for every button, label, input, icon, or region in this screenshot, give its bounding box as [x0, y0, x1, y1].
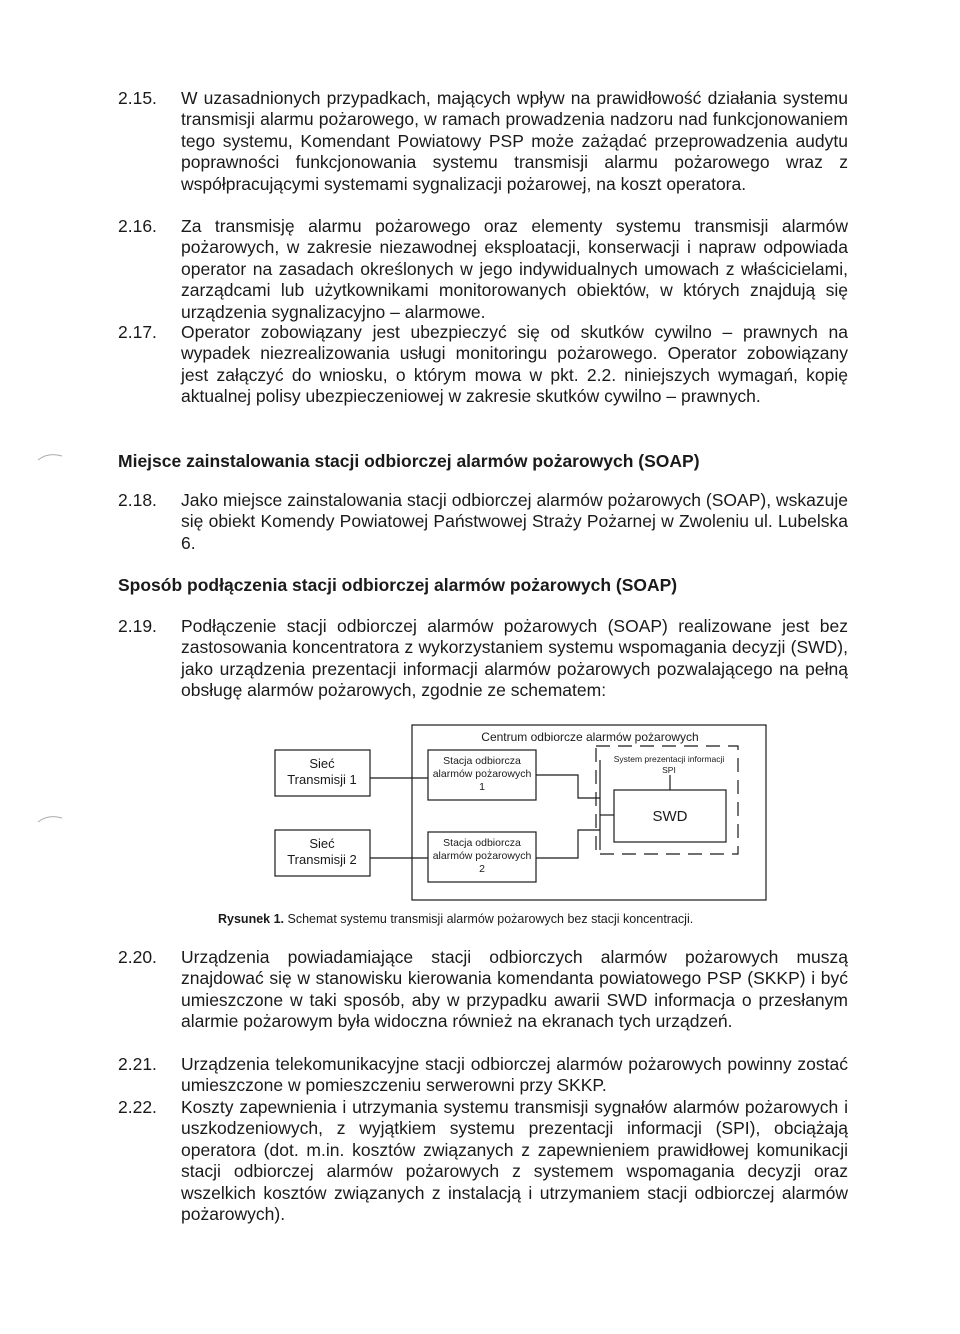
swd-label: SWD — [652, 808, 688, 825]
caption-label: Rysunek 1. — [218, 912, 285, 926]
section-text: Za transmisję alarmu pożarowego oraz elementy systemu transmisji alarmów pożarowych, w zakresie niezawodnej eksploatacji, konserwacji i napraw odpowiada operator na zasadach określonych w jego indywidualnych umowach z właścicielami, zarządcami lub użytkownikami monitorowanych obiektów, w których znajdują się urządzenia sygnalizacyjno – alarmowe. — [181, 216, 848, 322]
section-number: 2.21. — [118, 1054, 157, 1074]
connector-line — [536, 775, 600, 798]
caption-text: Schemat systemu transmisji alarmów pożarowych bez stacji koncentracji. — [287, 912, 694, 926]
section-number: 2.19. — [118, 616, 157, 636]
connector-line — [536, 830, 600, 858]
section-number: 2.16. — [118, 216, 157, 236]
section-2-20 — [118, 947, 848, 1033]
figure-caption — [218, 912, 693, 926]
section-2-22 — [118, 1097, 848, 1225]
section-2-21 — [118, 1054, 848, 1097]
network-2-label: Transmisji 2 — [287, 852, 357, 867]
station-1-label: alarmów pożarowych — [432, 768, 532, 780]
heading-location: Miejsce zainstalowania stacji odbiorczej alarmów pożarowych (SOAP) — [118, 451, 700, 471]
network-1-label: Transmisji 1 — [287, 772, 357, 787]
section-number: 2.17. — [118, 322, 157, 342]
station-2-label: alarmów pożarowych — [432, 850, 532, 862]
section-text: Koszty zapewnienia i utrzymania systemu transmisji sygnałów alarmów pożarowych i uszkodzeniowych, z wyjątkiem systemu prezentacji informacji (SPI), obciążają operatora (dot. m.in. kosztów związanych z zapewnieniem prawidłowej komunikacji stacji odbiorczej alarmów pożarowych z systemem wspomagania decyzji oraz wszelkich kosztów związanych z instalacją i utrzymaniem stacji odbiorczej alarmów pożarowych). — [181, 1097, 848, 1225]
centre-box — [412, 725, 766, 900]
section-text: W uzasadnionych przypadkach, mających wpływ na prawidłowość działania systemu transmisji alarmu pożarowego, w ramach prowadzenia nadzoru nad funkcjonowaniem tego systemu, Komendant Powiatowy PSP może zażądać przeprowadzenia audytu poprawności funkcjonowania systemu transmisji alarmu pożarowego wraz z współpracującymi systemami sygnalizacji pożarowej, na koszt operatora. — [181, 88, 848, 194]
centre-title: Centrum odbiorcze alarmów pożarowych — [481, 730, 699, 744]
section-text: Urządzenia powiadamiające stacji odbiorczych alarmów pożarowych muszą znajdować się w stanowisku kierowania komendanta powiatowego PSP (SKKP) i być umieszczone w taki sposób, aby w przypadku awarii SWD informacja o przesłanym alarmie pożarowym była widoczna również na ekranach tych urządzeń. — [181, 947, 848, 1032]
section-number: 2.20. — [118, 947, 157, 967]
spi-label: System prezentacji informacji — [613, 754, 725, 764]
section-text: Podłączenie stacji odbiorczej alarmów pożarowych (SOAP) realizowane jest bez zastosowania koncentratora z wykorzystaniem systemu wspomagania decyzji (SWD), jako urządzenia prezentacji informacji alarmów pożarowych pozwalającego na pełną obsługę alarmów pożarowych, zgodnie ze schematem: — [181, 616, 848, 701]
heading-connection: Sposób podłączenia stacji odbiorczej alarmów pożarowych (SOAP) — [118, 575, 678, 595]
scan-mark — [36, 450, 66, 464]
spi-label: SPI — [662, 765, 676, 775]
section-number: 2.18. — [118, 490, 157, 510]
station-1-label: 1 — [479, 781, 485, 793]
network-2-label: Sieć — [309, 836, 335, 851]
section-text: Jako miejsce zainstalowania stacji odbiorczej alarmów pożarowych (SOAP), wskazuje się obiekt Komendy Powiatowej Państwowej Straży Pożarnej w Zwoleniu ul. Lubelska 6. — [181, 490, 848, 553]
scan-mark — [36, 812, 66, 826]
section-number: 2.15. — [118, 88, 157, 108]
network-1-label: Sieć — [309, 756, 335, 771]
section-text: Urządzenia telekomunikacyjne stacji odbiorczej alarmów pożarowych powinny zostać umieszczone w pomieszczeniu serwerowni przy SKKP. — [181, 1054, 848, 1096]
section-text: Operator zobowiązany jest ubezpieczyć się od skutków cywilno – prawnych na wypadek niezrealizowania usługi monitoringu pożarowego. Operator zobowiązany jest załączyć do wniosku, o którym mowa w pkt. 2.2. niniejszych wymagań, kopię aktualnej polisy ubezpieczeniowej w zakresie skutków cywilno – prawnych. — [181, 322, 848, 407]
section-number: 2.22. — [118, 1097, 157, 1117]
station-2-label: 2 — [479, 863, 485, 875]
station-1-label: Stacja odbiorcza — [443, 755, 521, 767]
station-2-label: Stacja odbiorcza — [443, 837, 521, 849]
